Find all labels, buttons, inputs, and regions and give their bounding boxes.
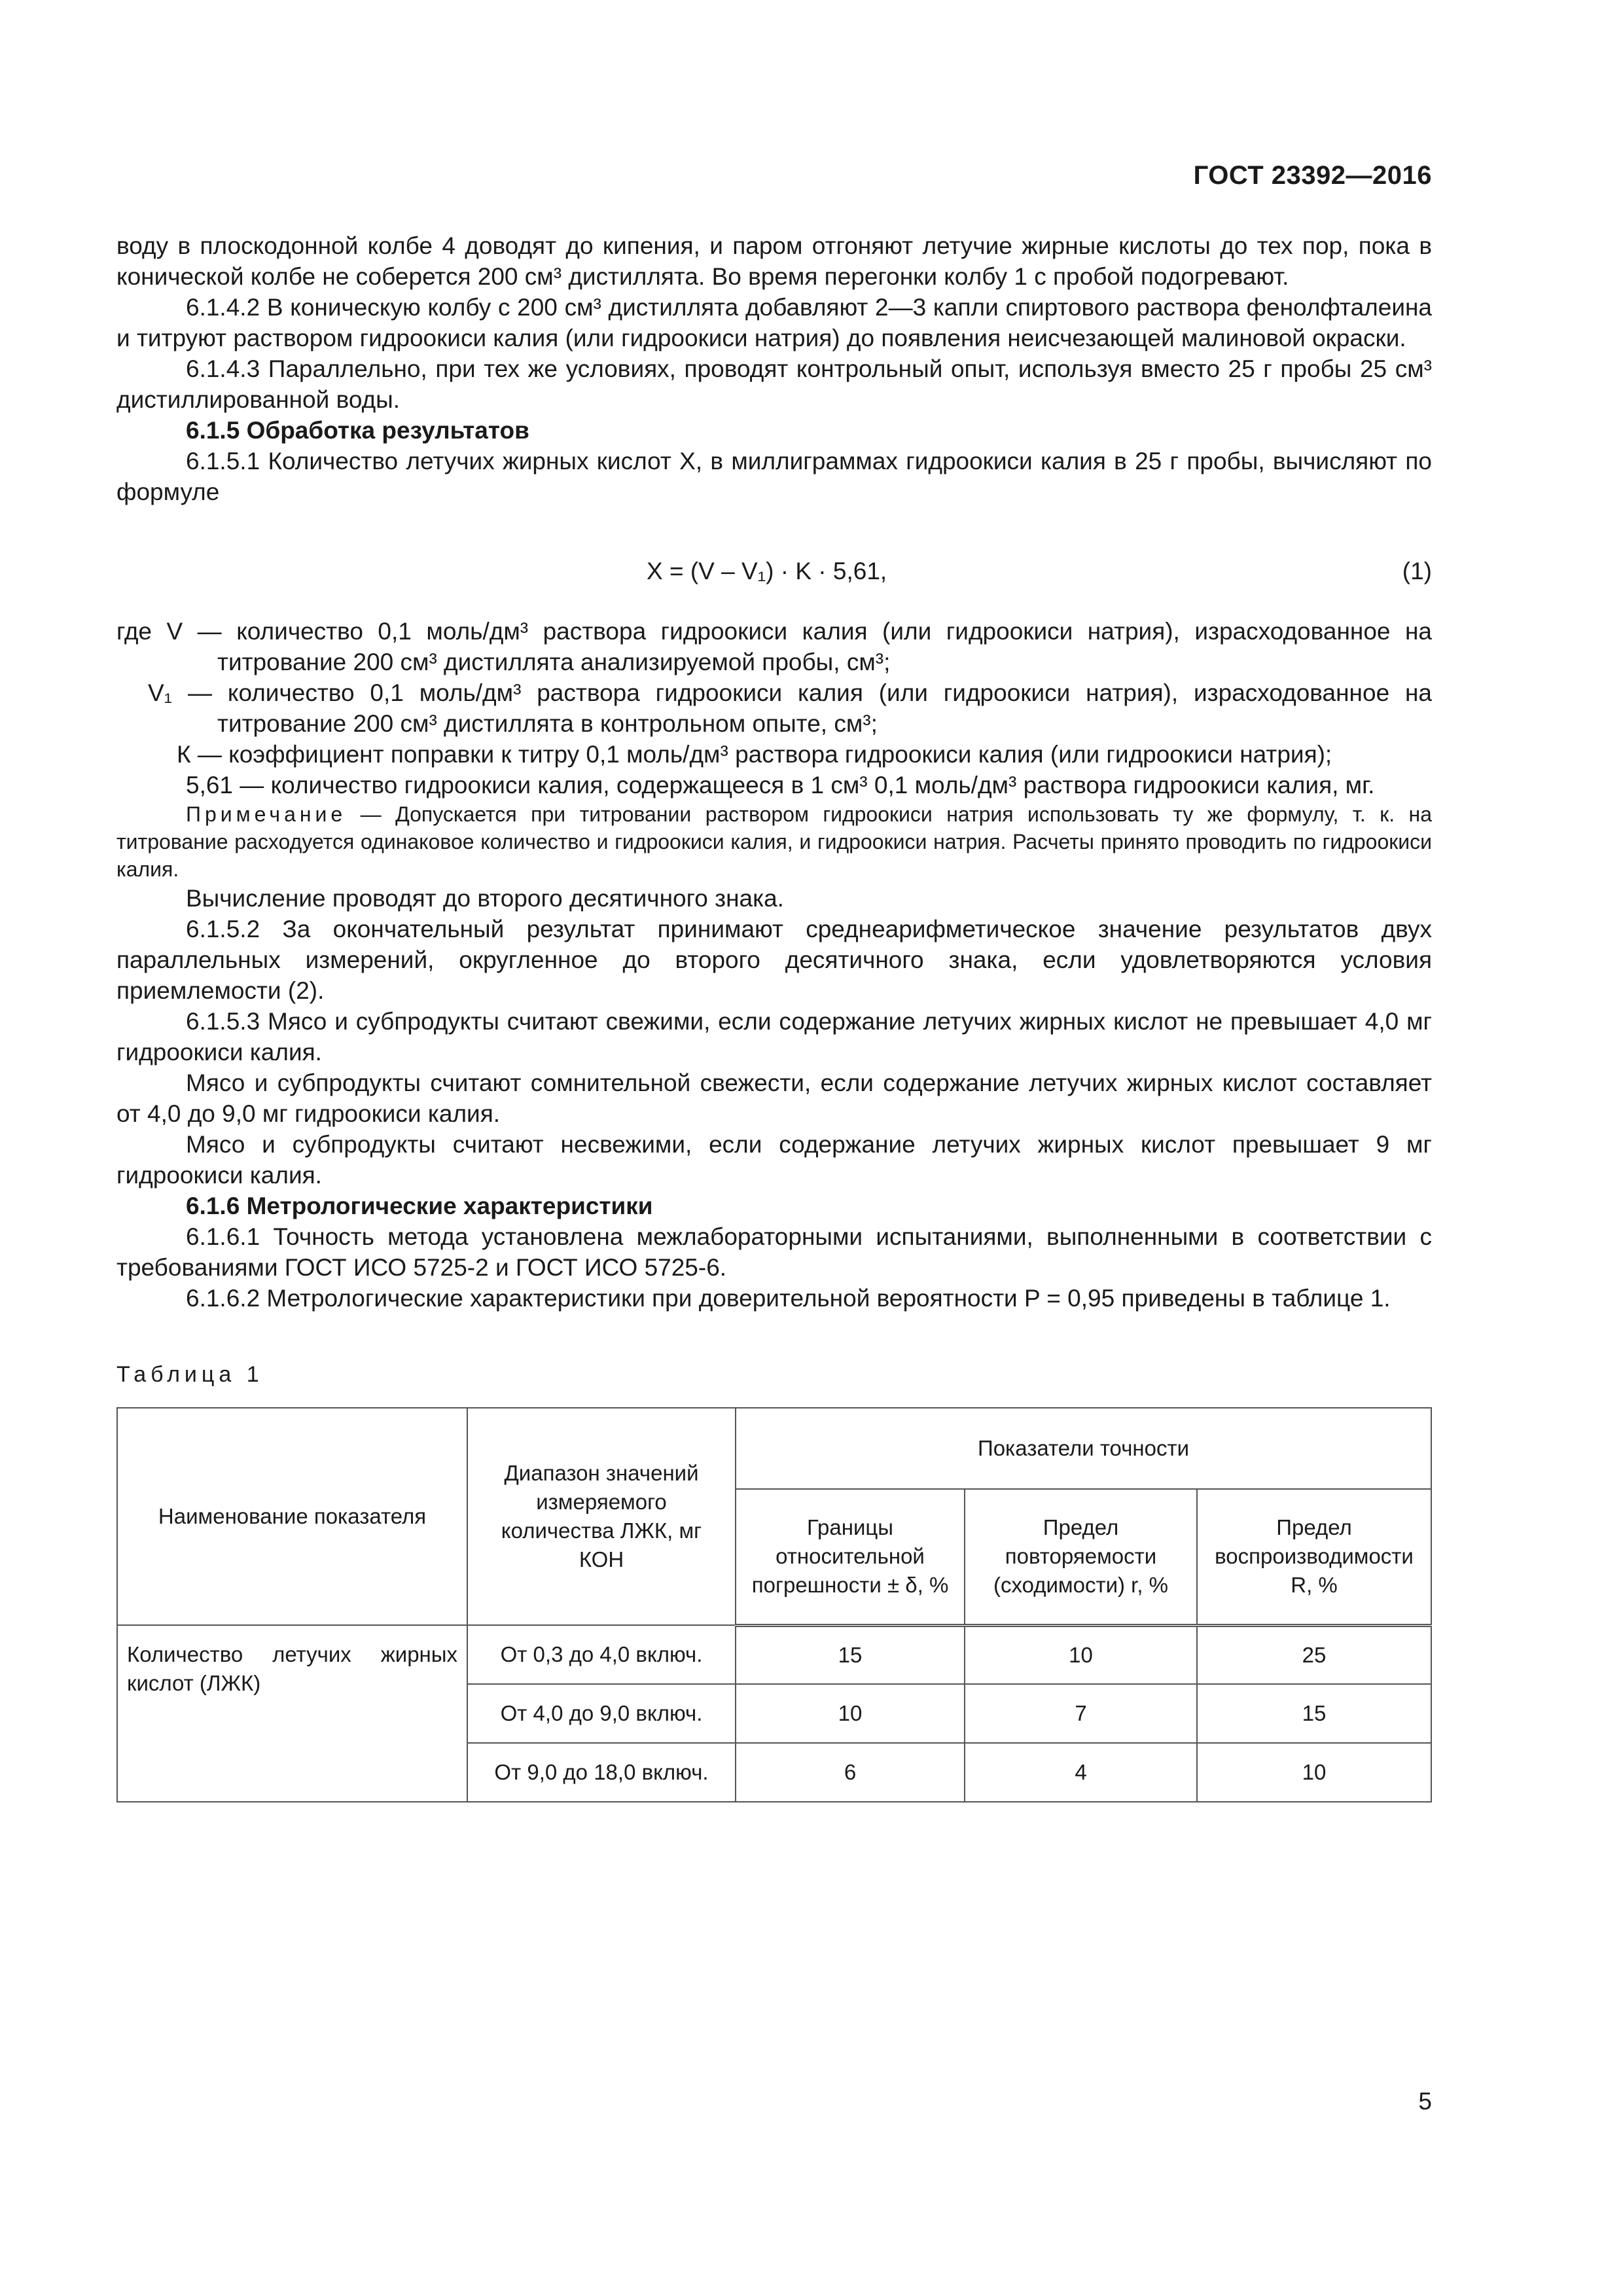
definition-561: 5,61 — количество гидроокиси калия, содержащееся в 1 см³ 0,1 моль/дм³ раствора гидроокиси калия, мг. bbox=[186, 772, 1375, 798]
definition-v: где V — количество 0,1 моль/дм³ раствора гидроокиси калия (или гидроокиси натрия), израсходованное на титрование 200 см³ дистиллята анализируемой пробы, см³; bbox=[116, 618, 1432, 675]
table-caption: Таблица 1 bbox=[116, 1362, 264, 1387]
r-cell: 7 bbox=[965, 1684, 1197, 1743]
delta-cell: 15 bbox=[736, 1625, 965, 1684]
paragraph-6-1-5-1: 6.1.5.1 Количество летучих жирных кислот X, в миллиграммах гидроокиси калия в 25 г пробы, вычисляют по формуле bbox=[116, 448, 1432, 505]
paragraph-6-1-5-2: 6.1.5.2 За окончательный результат принимают среднеарифметическое значение результатов двух параллельных измерений, округленное до второго десятичного знака, если удовлетворяются условия приемлемости (2). bbox=[116, 916, 1432, 1004]
header-range: Диапазон значений измеряемого количества ЛЖК, мг КОН bbox=[467, 1408, 736, 1625]
formula-block bbox=[116, 548, 1432, 594]
R-cell: 10 bbox=[1197, 1743, 1431, 1802]
delta-cell: 6 bbox=[736, 1743, 965, 1802]
header-delta: Границы относительной погрешности ± δ, % bbox=[736, 1489, 965, 1625]
delta-cell: 10 bbox=[736, 1684, 965, 1743]
note-label: Примечание bbox=[186, 802, 347, 826]
section-heading-6-1-5: 6.1.5 Обработка результатов bbox=[186, 417, 529, 444]
paragraph: Мясо и субпродукты считают несвежими, если содержание летучих жирных кислот превышает 9 мг гидроокиси калия. bbox=[116, 1131, 1432, 1189]
document-body bbox=[116, 230, 1432, 1803]
note-text: — Допускается при титровании раствором гидроокиси натрия использовать ту же формулу, т. к. на титрование расходуется одинаковое количество и гидроокиси калия, и гидроокиси натрия. Расчеты принято проводить по гидроокиси калия. bbox=[116, 802, 1432, 881]
R-cell: 25 bbox=[1197, 1625, 1431, 1684]
paragraph-6-1-6-2: 6.1.6.2 Метрологические характеристики при доверительной вероятности P = 0,95 приведены в таблице 1. bbox=[186, 1285, 1391, 1312]
document-id: ГОСТ 23392—2016 bbox=[1193, 161, 1432, 190]
range-cell: От 9,0 до 18,0 включ. bbox=[467, 1743, 736, 1802]
range-cell: От 4,0 до 9,0 включ. bbox=[467, 1684, 736, 1743]
header-accuracy: Показатели точности bbox=[736, 1408, 1431, 1489]
R-cell: 15 bbox=[1197, 1684, 1431, 1743]
formula: X = (V – V₁) · K · 5,61, bbox=[647, 558, 887, 584]
definition-v1: V₁ — количество 0,1 моль/дм³ раствора гидроокиси калия (или гидроокиси натрия), израсходованное на титрование 200 см³ дистиллята в контрольном опыте, см³; bbox=[148, 679, 1432, 737]
note bbox=[116, 800, 1432, 883]
indicator-cell: Количество летучих жирных кислот (ЛЖК) bbox=[117, 1625, 467, 1802]
definition-k: К — коэффициент поправки к титру 0,1 моль/дм³ раствора гидроокиси калия (или гидроокиси натрия); bbox=[177, 741, 1332, 768]
paragraph: Мясо и субпродукты считают сомнительной свежести, если содержание летучих жирных кислот составляет от 4,0 до 9,0 мг гидроокиси калия. bbox=[116, 1069, 1432, 1127]
paragraph: Вычисление проводят до второго десятичного знака. bbox=[186, 885, 784, 912]
range-cell: От 0,3 до 4,0 включ. bbox=[467, 1625, 736, 1684]
r-cell: 10 bbox=[965, 1625, 1197, 1684]
formula-number: (1) bbox=[1402, 558, 1432, 584]
table-row bbox=[117, 1625, 1431, 1684]
document-page bbox=[116, 0, 1432, 2296]
paragraph: воду в плоскодонной колбе 4 доводят до кипения, и паром отгоняют летучие жирные кислоты до тех пор, пока в конической колбе не соберется 200 см³ дистиллята. Во время перегонки колбу 1 с пробой подогревают. bbox=[116, 232, 1432, 290]
page-number: 5 bbox=[1418, 2088, 1432, 2115]
r-cell: 4 bbox=[965, 1743, 1197, 1802]
paragraph-6-1-4-3: 6.1.4.3 Параллельно, при тех же условиях, проводят контрольный опыт, используя вместо 25 г пробы 25 см³ дистиллированной воды. bbox=[116, 355, 1432, 413]
formula-definitions bbox=[116, 616, 1432, 800]
paragraph-6-1-4-2: 6.1.4.2 В коническую колбу с 200 см³ дистиллята добавляют 2—3 капли спиртового раствора фенолфталеина и титруют раствором гидроокиси калия (или гидроокиси натрия) до появления неисчезающей малиновой окраски. bbox=[116, 294, 1432, 351]
paragraph-6-1-6-1: 6.1.6.1 Точность метода установлена межлабораторными испытаниями, выполненными в соответствии с требованиями ГОСТ ИСО 5725-2 и ГОСТ ИСО 5725-6. bbox=[116, 1223, 1432, 1281]
metrology-table bbox=[116, 1407, 1432, 1803]
header-name: Наименование показателя bbox=[117, 1408, 467, 1625]
header-R: Предел воспроизводимости R, % bbox=[1197, 1489, 1431, 1625]
paragraph-6-1-5-3: 6.1.5.3 Мясо и субпродукты считают свежими, если содержание летучих жирных кислот не превышает 4,0 мг гидроокиси калия. bbox=[116, 1008, 1432, 1066]
header-r: Предел повторяемости (сходимости) r, % bbox=[965, 1489, 1197, 1625]
section-heading-6-1-6: 6.1.6 Метрологические характеристики bbox=[186, 1193, 653, 1219]
